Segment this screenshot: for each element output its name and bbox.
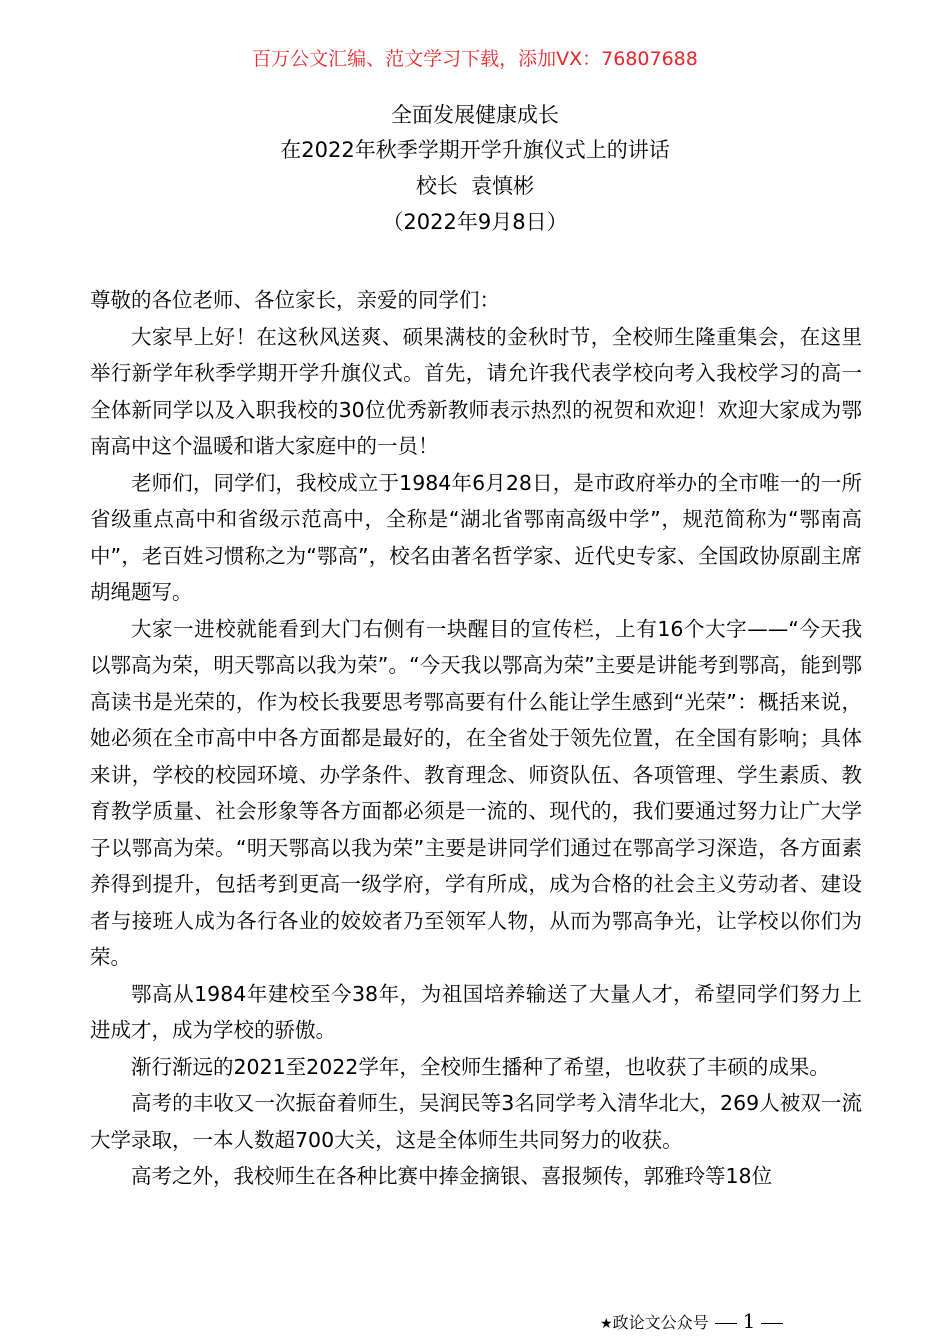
body-paragraph: 高考之外，我校师生在各种比赛中捧金摘银、喜报频传，郭雅玲等18位 (131, 1164, 773, 1188)
star-icon: ★ (600, 1316, 613, 1332)
page-footer (600, 1310, 880, 1335)
body-paragraph: 高考的丰收又一次振奋着师生，吴润民等3名同学考入清华北大，269人被双一流大学录取，一本人数超700大关，这是全体师生共同努力的收获。 (90, 1091, 862, 1152)
dash-divider (761, 1323, 783, 1324)
footer-label: 政论文公众号 (612, 1313, 709, 1332)
speech-body (90, 282, 862, 1195)
page-number: 1 (742, 1309, 756, 1333)
speech-date: （2022年9月8日） (382, 210, 568, 234)
body-paragraph: 鄂高从1984年建校至今38年，为祖国培养输送了大量人才，希望同学们努力上进成才，成为学校的骄傲。 (90, 981, 862, 1042)
dash-divider (715, 1323, 737, 1324)
speech-subtitle: 在2022年秋季学期开学升旗仪式上的讲话 (280, 138, 670, 162)
body-paragraph: 大家一进校就能看到大门右侧有一块醒目的宣传栏，上有16个大字——“今天我以鄂高为荣，明天鄂高以我为荣”。“今天我以鄂高为荣”主要是讲能考到鄂高，能到鄂高读书是光荣的，作为校长我要思考鄂高要有什么能让学生感到“光荣”：概括来说，她必须在全市高中中各方面都是最好的，在全省处于领先位置，在全国有影响；具体来讲，学校的校园环境、办学条件、教育理念、师资队伍、各项管理、学生素质、教育教学质量、社会形象等各方面都必须是一流的、现代的，我们要通过努力让广大学子以鄂高为荣。“明天鄂高以我为荣”主要是讲同学们通过在鄂高学习深造，各方面素养得到提升，包括考到更高一级学府，学有所成，成为合格的社会主义劳动者、建设者与接班人成为各行各业的姣姣者乃至领军人物，从而为鄂高争光，让学校以你们为荣。 (90, 616, 862, 969)
speech-title: 全面发展健康成长 (391, 103, 559, 127)
body-paragraph: 渐行渐远的2021至2022学年，全校师生播种了希望，也收获了丰硕的成果。 (131, 1054, 830, 1079)
header-banner: 百万公文汇编、范文学习下载，添加VX：76807688 (252, 48, 698, 70)
speaker-line: 校长 袁慎彬 (415, 174, 535, 198)
body-paragraph: 大家早上好！在这秋风送爽、硕果满枝的金秋时节，全校师生隆重集会，在这里举行新学年秋季学期开学升旗仪式。首先，请允许我代表学校向考入我校学习的高一全体新同学以及入职我校的30位优秀新教师表示热烈的祝贺和欢迎！欢迎大家成为鄂南高中这个温暖和谐大家庭中的一员！ (90, 324, 862, 458)
salutation: 尊敬的各位老师、各位家长，亲爱的同学们： (90, 288, 500, 312)
body-paragraph: 老师们，同学们，我校成立于1984年6月28日，是市政府举办的全市唯一的一所省级重点高中和省级示范高中，全称是“湖北省鄂南高级中学”，规范简称为“鄂南高中”，老百姓习惯称之为“鄂高”，校名由著名哲学家、近代史专家、全国政协原副主席胡绳题写。 (90, 470, 862, 604)
